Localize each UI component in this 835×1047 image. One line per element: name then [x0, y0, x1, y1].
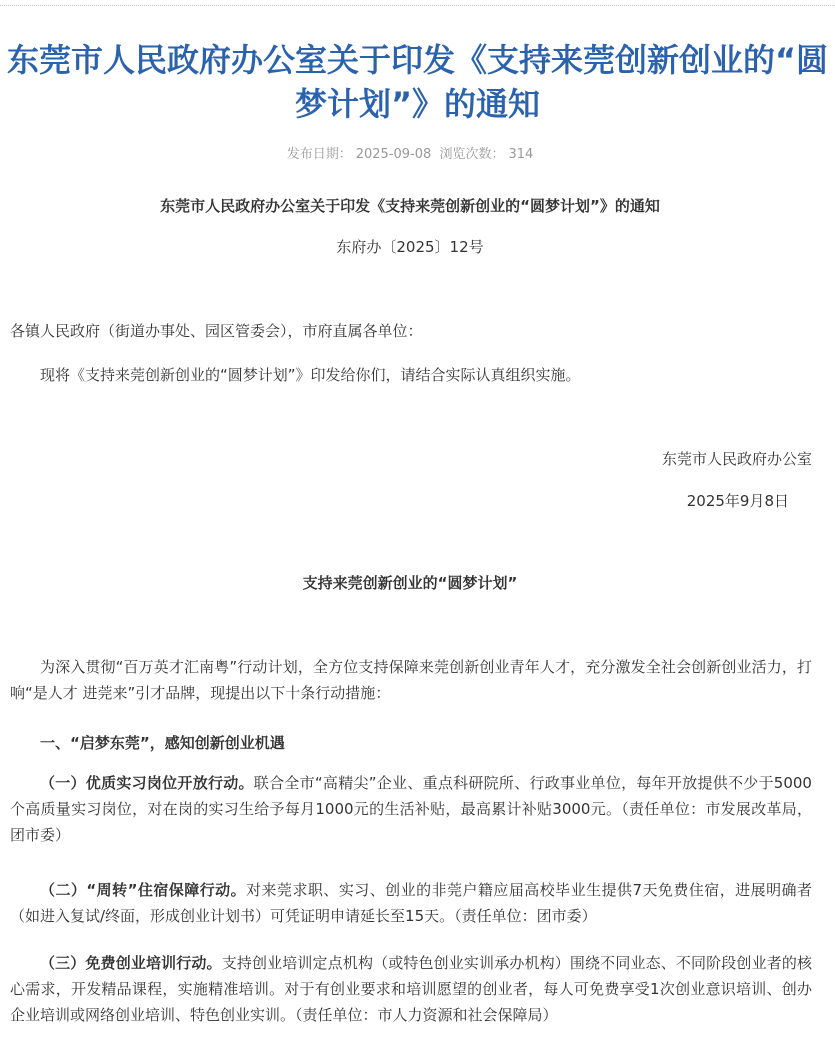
preamble-paragraph: 为深入贯彻“百万英才汇南粤”行动计划，全方位支持保障来莞创新创业青年人才，充分激发全社会创新创业活力，打响“是人才 进莞来”引才品牌，现提出以下十条行动措施： [10, 658, 812, 702]
addressee: 各镇人民政府（街道办事处、园区管委会），市府直属各单位： [10, 322, 423, 340]
intro-paragraph: 现将《支持来莞创新创业的“圆梦计划”》印发给你们，请结合实际认真组织实施。 [40, 366, 581, 384]
measure-item-2 [10, 877, 812, 929]
measure-item-1 [10, 770, 812, 848]
section-heading-1: 一、“启梦东莞”，感知创新创业机遇 [40, 734, 285, 752]
document-number: 东府办〔2025〕12号 [336, 238, 484, 256]
measure-item-3-heading: （三）免费创业培训行动。 [40, 954, 222, 972]
measure-item-3-text: 支持创业培训定点机构（或特色创业实训承办机构）围绕不同业态、不同阶段创业者的核心需求，开发精品课程，实施精准培训。对于有创业要求和培训愿望的创业者，每人可免费享受1次创业意识培训、创办企业培训或网络创业培训、特色创业实训。（责任单位：市人力资源和社会保障局） [10, 954, 812, 1024]
page-title: 东莞市人民政府办公室关于印发《支持来莞创新创业的“圆梦计划”》的通知 [6, 41, 829, 123]
issuing-office: 东莞市人民政府办公室 [661, 450, 812, 468]
plan-title: 支持来莞创新创业的“圆梦计划” [302, 574, 518, 592]
measure-item-3 [10, 950, 812, 1028]
issue-date: 2025年9月8日 [686, 492, 789, 510]
views-label: 浏览次数： [439, 147, 505, 162]
publish-date-label: 发布日期： [286, 147, 352, 162]
measure-item-2-heading: （二）“周转”住宿保障行动。 [40, 881, 247, 899]
top-dotted-divider [0, 5, 835, 6]
article-meta [0, 145, 820, 165]
views-count: 314 [508, 147, 534, 162]
publish-date: 2025-09-08 [355, 147, 432, 162]
measure-item-2-text: 对来莞求职、实习、创业的非莞户籍应届高校毕业生提供7天免费住宿，进展明确者（如进入复试/终面，形成创业计划书）可凭证明申请延长至15天。（责任单位：团市委） [10, 881, 812, 925]
measure-item-1-heading: （一）优质实习岗位开放行动。 [40, 774, 254, 792]
measure-item-1-text: 联合全市“高精尖”企业、重点科研院所、行政事业单位，每年开放提供不少于5000个高质量实习岗位，对在岗的实习生给予每月1000元的生活补贴，最高累计补贴3000元。（责任单位：市发展改革局，团市委） [10, 774, 812, 844]
document-title: 东莞市人民政府办公室关于印发《支持来莞创新创业的“圆梦计划”》的通知 [160, 197, 660, 215]
